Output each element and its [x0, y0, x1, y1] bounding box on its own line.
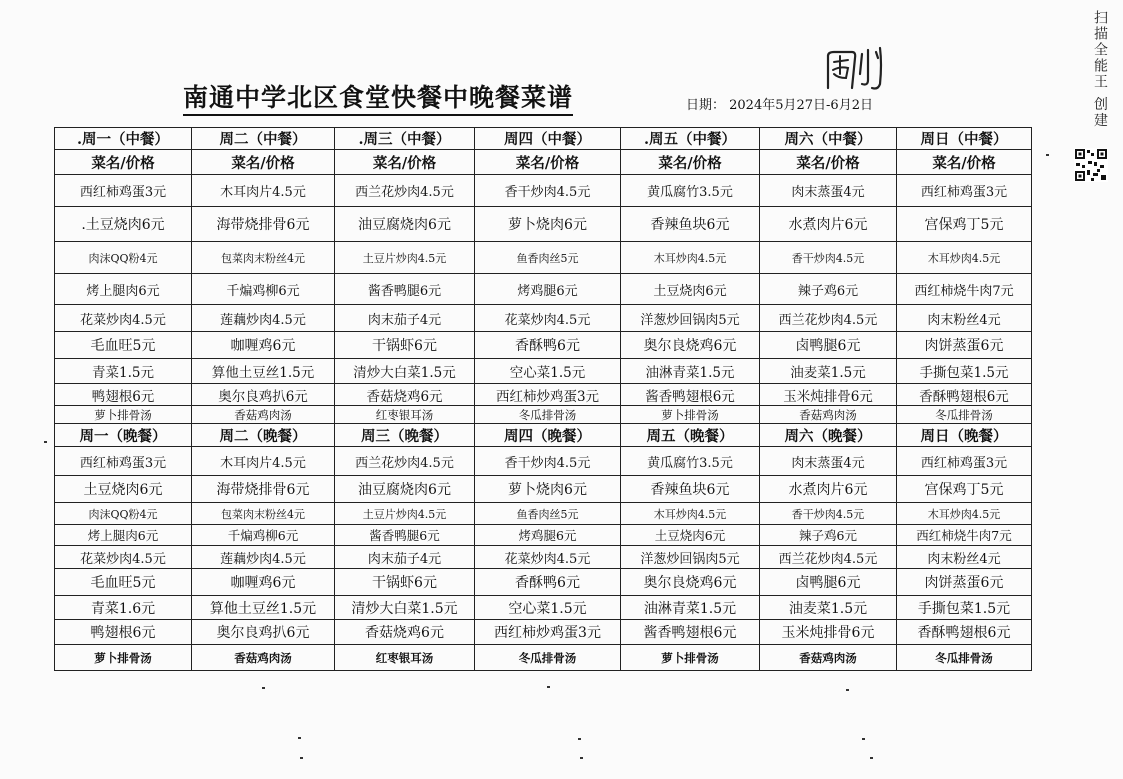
menu-cell: 酱香鸭翅根6元	[621, 384, 760, 406]
table-row	[55, 242, 1032, 274]
table-row	[55, 274, 1032, 305]
menu-cell: 青菜1.5元	[55, 359, 192, 384]
scan-speck	[580, 757, 583, 759]
menu-cell: 西红柿鸡蛋3元	[55, 447, 192, 476]
menu-cell: 奥尔良烧鸡6元	[621, 332, 760, 359]
menu-cell: 香干炒肉4.5元	[760, 242, 897, 274]
menu-cell: 鸭翅根6元	[55, 620, 192, 645]
menu-cell: 黄瓜腐竹3.5元	[621, 447, 760, 476]
table-row	[55, 359, 1032, 384]
menu-cell: 肉末茄子4元	[335, 305, 475, 332]
menu-cell: 烤上腿肉6元	[55, 525, 192, 546]
column-header-row	[55, 150, 1032, 175]
menu-cell: 木耳肉片4.5元	[192, 175, 335, 207]
menu-cell: 香干炒肉4.5元	[475, 447, 621, 476]
menu-cell: 鸭翅根6元	[55, 384, 192, 406]
soup-cell: 冬瓜排骨汤	[897, 406, 1032, 424]
menu-cell: 油麦菜1.5元	[760, 596, 897, 620]
table-row	[55, 476, 1032, 503]
scan-speck	[44, 441, 47, 443]
date-range: 日期： 2024年5月27日-6月2日	[686, 98, 873, 113]
menu-cell: 水煮肉片6元	[760, 207, 897, 242]
menu-cell: 清炒大白菜1.5元	[335, 359, 475, 384]
soup-cell: 冬瓜排骨汤	[897, 645, 1032, 671]
menu-cell: 莲藕炒肉4.5元	[192, 305, 335, 332]
menu-cell: 算他土豆丝1.5元	[192, 359, 335, 384]
table-row	[55, 546, 1032, 569]
menu-cell: 空心菜1.5元	[475, 359, 621, 384]
menu-cell: 土豆片炒肉4.5元	[335, 503, 475, 525]
menu-cell: 土豆烧肉6元	[55, 476, 192, 503]
menu-cell: 卤鸭腿6元	[760, 569, 897, 596]
menu-cell: 萝卜烧肉6元	[475, 476, 621, 503]
menu-cell: 土豆烧肉6元	[621, 274, 760, 305]
soup-cell: 香菇鸡肉汤	[760, 406, 897, 424]
menu-cell: 海带烧排骨6元	[192, 207, 335, 242]
menu-cell: 木耳炒肉4.5元	[621, 503, 760, 525]
menu-cell: 香酥鸭6元	[475, 569, 621, 596]
menu-cell: 莲藕炒肉4.5元	[192, 546, 335, 569]
column-header: 菜名/价格	[475, 150, 621, 175]
soup-cell: 萝卜排骨汤	[621, 406, 760, 424]
menu-cell: 油豆腐烧肉6元	[335, 476, 475, 503]
menu-cell: 肉末粉丝4元	[897, 305, 1032, 332]
menu-cell: 油淋青菜1.5元	[621, 359, 760, 384]
menu-cell: 花菜炒肉4.5元	[55, 305, 192, 332]
column-header: 菜名/价格	[621, 150, 760, 175]
menu-cell: 手撕包菜1.5元	[897, 596, 1032, 620]
scan-speck	[300, 757, 303, 759]
menu-cell: 香酥鸭6元	[475, 332, 621, 359]
soup-cell: 冬瓜排骨汤	[475, 645, 621, 671]
day-header: 周六（晚餐）	[760, 424, 897, 447]
day-header: 周二（中餐）	[192, 128, 335, 150]
menu-cell: 辣子鸡6元	[760, 525, 897, 546]
menu-cell: 奥尔良鸡扒6元	[192, 620, 335, 645]
soup-cell: 香菇鸡肉汤	[192, 645, 335, 671]
page-title: 南通中学北区食堂快餐中晚餐菜谱	[183, 82, 573, 116]
menu-cell: 香酥鸭翅根6元	[897, 620, 1032, 645]
menu-cell: 油麦菜1.5元	[760, 359, 897, 384]
day-header: 周日（晚餐）	[897, 424, 1032, 447]
menu-cell: .土豆烧肉6元	[55, 207, 192, 242]
day-header: 周四（中餐）	[475, 128, 621, 150]
column-header: 菜名/价格	[55, 150, 192, 175]
day-header: .周一（中餐）	[55, 128, 192, 150]
menu-cell: 香酥鸭翅根6元	[897, 384, 1032, 406]
soup-cell: 萝卜排骨汤	[55, 406, 192, 424]
menu-cell: 清炒大白菜1.5元	[335, 596, 475, 620]
day-header: 周二（晚餐）	[192, 424, 335, 447]
table-row	[55, 620, 1032, 645]
menu-cell: 玉米炖排骨6元	[760, 620, 897, 645]
menu-cell: 香菇烧鸡6元	[335, 384, 475, 406]
menu-cell: 肉饼蒸蛋6元	[897, 569, 1032, 596]
scanner-watermark: 扫描全能王 创建	[1092, 10, 1108, 129]
day-header: 周日（中餐）	[897, 128, 1032, 150]
menu-cell: 土豆片炒肉4.5元	[335, 242, 475, 274]
soup-cell: 香菇鸡肉汤	[760, 645, 897, 671]
menu-cell: 西兰花炒肉4.5元	[335, 175, 475, 207]
soup-cell: 冬瓜排骨汤	[475, 406, 621, 424]
table-row	[55, 207, 1032, 242]
menu-cell: 咖喱鸡6元	[192, 332, 335, 359]
column-header: 菜名/价格	[897, 150, 1032, 175]
day-header: .周三（中餐）	[335, 128, 475, 150]
table-row	[55, 503, 1032, 525]
menu-cell: 西兰花炒肉4.5元	[760, 546, 897, 569]
menu-cell: 西兰花炒肉4.5元	[335, 447, 475, 476]
menu-cell: 空心菜1.5元	[475, 596, 621, 620]
scan-speck	[862, 738, 865, 740]
menu-cell: 香辣鱼块6元	[621, 207, 760, 242]
menu-cell: 手撕包菜1.5元	[897, 359, 1032, 384]
menu-cell: 洋葱炒回锅肉5元	[621, 305, 760, 332]
menu-cell: 鱼香肉丝5元	[475, 242, 621, 274]
menu-cell: 毛血旺5元	[55, 332, 192, 359]
menu-cell: 木耳炒肉4.5元	[897, 242, 1032, 274]
table-row	[55, 384, 1032, 406]
day-header: 周四（晚餐）	[475, 424, 621, 447]
column-header: 菜名/价格	[335, 150, 475, 175]
menu-cell: 酱香鸭腿6元	[335, 525, 475, 546]
menu-cell: 萝卜烧肉6元	[475, 207, 621, 242]
menu-cell: 土豆烧肉6元	[621, 525, 760, 546]
qr-code-icon	[1074, 148, 1108, 182]
menu-cell: 包菜肉末粉丝4元	[192, 242, 335, 274]
menu-cell: 烤鸡腿6元	[475, 274, 621, 305]
menu-cell: 西红柿鸡蛋3元	[55, 175, 192, 207]
column-header: 菜名/价格	[192, 150, 335, 175]
menu-cell: 肉沫QQ粉4元	[55, 503, 192, 525]
scan-speck	[298, 737, 301, 739]
menu-cell: 奥尔良鸡扒6元	[192, 384, 335, 406]
handwritten-signature	[822, 44, 892, 98]
menu-cell: 花菜炒肉4.5元	[55, 546, 192, 569]
menu-cell: 油豆腐烧肉6元	[335, 207, 475, 242]
menu-cell: 干锅虾6元	[335, 332, 475, 359]
menu-cell: 香干炒肉4.5元	[760, 503, 897, 525]
menu-cell: 千煸鸡柳6元	[192, 274, 335, 305]
menu-cell: 千煸鸡柳6元	[192, 525, 335, 546]
menu-cell: 干锅虾6元	[335, 569, 475, 596]
day-header: .周五（中餐）	[621, 128, 760, 150]
menu-cell: 油淋青菜1.5元	[621, 596, 760, 620]
day-header: 周一（晚餐）	[55, 424, 192, 447]
soup-cell: 红枣银耳汤	[335, 645, 475, 671]
menu-cell: 香辣鱼块6元	[621, 476, 760, 503]
menu-table	[54, 127, 1032, 671]
day-header: 周五（晚餐）	[621, 424, 760, 447]
menu-cell: 烤鸡腿6元	[475, 525, 621, 546]
column-header: 菜名/价格	[760, 150, 897, 175]
menu-cell: 木耳炒肉4.5元	[897, 503, 1032, 525]
menu-cell: 肉末粉丝4元	[897, 546, 1032, 569]
soup-cell: 萝卜排骨汤	[55, 645, 192, 671]
soup-cell: 红枣银耳汤	[335, 406, 475, 424]
menu-cell: 花菜炒肉4.5元	[475, 546, 621, 569]
day-header: 周三（晚餐）	[335, 424, 475, 447]
table-row	[55, 569, 1032, 596]
scan-speck	[578, 738, 581, 740]
menu-cell: 宫保鸡丁5元	[897, 476, 1032, 503]
menu-cell: 咖喱鸡6元	[192, 569, 335, 596]
soup-row	[55, 406, 1032, 424]
menu-cell: 玉米炖排骨6元	[760, 384, 897, 406]
menu-cell: 毛血旺5元	[55, 569, 192, 596]
lunch-day-row	[55, 128, 1032, 150]
dinner-day-row	[55, 424, 1032, 447]
scan-speck	[846, 689, 849, 691]
menu-cell: 黄瓜腐竹3.5元	[621, 175, 760, 207]
table-row	[55, 332, 1032, 359]
menu-cell: 西红柿炒鸡蛋3元	[475, 384, 621, 406]
soup-cell: 萝卜排骨汤	[621, 645, 760, 671]
menu-cell: 西兰花炒肉4.5元	[760, 305, 897, 332]
menu-cell: 肉末蒸蛋4元	[760, 447, 897, 476]
menu-cell: 西红柿烧牛肉7元	[897, 525, 1032, 546]
menu-cell: 辣子鸡6元	[760, 274, 897, 305]
menu-cell: 木耳肉片4.5元	[192, 447, 335, 476]
menu-cell: 洋葱炒回锅肉5元	[621, 546, 760, 569]
scan-speck	[547, 686, 550, 688]
menu-cell: 西红柿鸡蛋3元	[897, 447, 1032, 476]
menu-cell: 鱼香肉丝5元	[475, 503, 621, 525]
menu-cell: 花菜炒肉4.5元	[475, 305, 621, 332]
scan-speck	[870, 757, 873, 759]
menu-cell: 香干炒肉4.5元	[475, 175, 621, 207]
menu-cell: 肉饼蒸蛋6元	[897, 332, 1032, 359]
soup-row	[55, 645, 1032, 671]
scan-speck	[262, 687, 265, 689]
menu-cell: 西红柿鸡蛋3元	[897, 175, 1032, 207]
menu-cell: 算他土豆丝1.5元	[192, 596, 335, 620]
menu-cell: 木耳炒肉4.5元	[621, 242, 760, 274]
menu-cell: 青菜1.6元	[55, 596, 192, 620]
menu-cell: 肉沫QQ粉4元	[55, 242, 192, 274]
menu-cell: 酱香鸭翅根6元	[621, 620, 760, 645]
menu-cell: 肉末茄子4元	[335, 546, 475, 569]
table-row	[55, 525, 1032, 546]
menu-cell: 宫保鸡丁5元	[897, 207, 1032, 242]
menu-cell: 肉末蒸蛋4元	[760, 175, 897, 207]
menu-cell: 酱香鸭腿6元	[335, 274, 475, 305]
day-header: 周六（中餐）	[760, 128, 897, 150]
menu-cell: 海带烧排骨6元	[192, 476, 335, 503]
menu-cell: 卤鸭腿6元	[760, 332, 897, 359]
soup-cell: 香菇鸡肉汤	[192, 406, 335, 424]
menu-cell: 香菇烧鸡6元	[335, 620, 475, 645]
scan-speck	[1046, 154, 1049, 156]
table-row	[55, 596, 1032, 620]
menu-cell: 奥尔良烧鸡6元	[621, 569, 760, 596]
table-row	[55, 447, 1032, 476]
table-row	[55, 305, 1032, 332]
menu-cell: 西红柿炒鸡蛋3元	[475, 620, 621, 645]
menu-cell: 水煮肉片6元	[760, 476, 897, 503]
menu-cell: 烤上腿肉6元	[55, 274, 192, 305]
menu-cell: 包菜肉末粉丝4元	[192, 503, 335, 525]
menu-cell: 西红柿烧牛肉7元	[897, 274, 1032, 305]
table-row	[55, 175, 1032, 207]
